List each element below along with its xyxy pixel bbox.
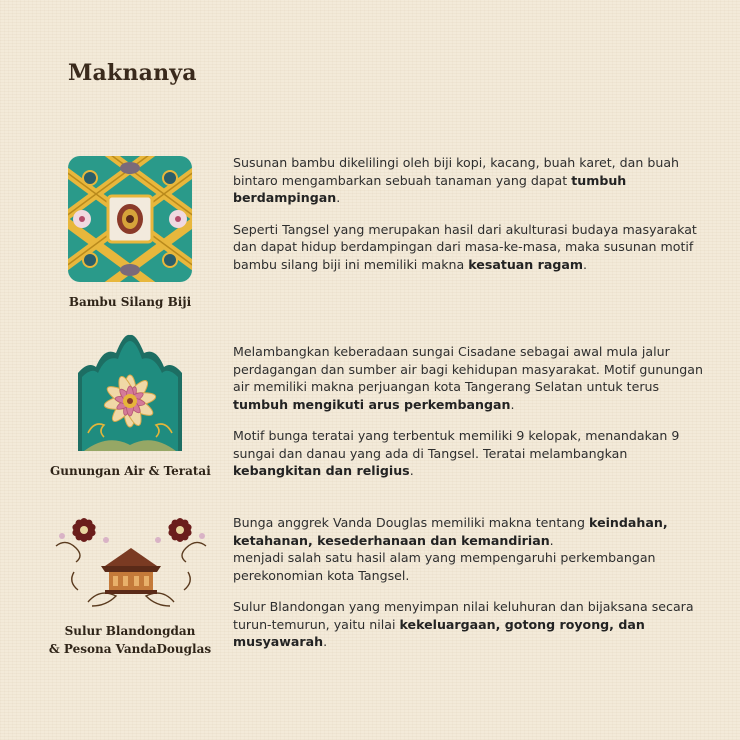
emphasis-text: kesatuan ragam <box>468 256 584 272</box>
sulur-blandongan-vanda-motif <box>48 510 214 612</box>
page-title: Maknanya <box>68 60 197 86</box>
body-text: . <box>583 256 588 272</box>
body-text: . <box>323 634 328 649</box>
motif-caption-line: & Pesona VandaDouglas <box>48 642 212 656</box>
paragraph <box>233 221 703 274</box>
body-text: . <box>549 532 554 548</box>
emphasis-text: keindahan, ketahanan, kesederhanaan dan kemandirian <box>233 515 668 548</box>
body-text: Motif bunga teratai yang terbentuk memiliki 9 kelopak, menandakan 9 sungai dan danau yang ada di Tangsel. Teratai melambangkan <box>233 428 680 461</box>
motif-caption-sulur <box>40 622 220 658</box>
motif-caption-bambu: Bambu Silang Biji <box>68 295 192 309</box>
paragraph <box>233 427 703 480</box>
body-text: . <box>409 463 414 478</box>
paragraph <box>233 154 703 207</box>
paragraph <box>233 598 703 651</box>
section-text-sulur <box>233 514 703 665</box>
emphasis-text: kekeluargaan, gotong royong, dan musyawarah <box>233 616 645 649</box>
body-text: . <box>510 396 515 412</box>
emphasis-text: tumbuh mengikuti arus perkembangan <box>233 396 511 412</box>
body-text: menjadi salah satu hasil alam yang mempengaruhi perkembangan perekonomian kota Tangsel. <box>233 550 656 583</box>
body-text: Sulur Blandongan yang menyimpan nilai keluhuran dan bijaksana secara turun-temurun, yaitu nilai <box>233 599 694 632</box>
section-text-gunungan <box>233 343 703 494</box>
body-text: Melambangkan keberadaan sungai Cisadane sebagai awal mula jalur perdagangan dan sumber air bagi kehidupan masyarakat. Motif gunungan air memiliki makna perjuangan kota Tangerang Selatan untuk terus <box>233 344 703 394</box>
section-text-bambu <box>233 154 703 287</box>
emphasis-text: kebangkitan dan religius <box>233 463 410 478</box>
bambu-silang-biji-motif <box>68 156 192 282</box>
motif-caption-line: Sulur Blandongdan <box>64 624 196 638</box>
emphasis-text: tumbuh berdampingan <box>233 172 627 205</box>
body-text: Bunga anggrek Vanda Douglas memiliki makna tentang <box>233 515 590 530</box>
paragraph <box>233 343 703 413</box>
body-text: Seperti Tangsel yang merupakan hasil dari akulturasi budaya masyarakat dan dapat hidup berdampingan dari masa-ke-masa, maka susunan motif bambu silang biji ini memiliki makna <box>233 221 697 272</box>
paragraph <box>233 514 703 584</box>
motif-caption-gunungan: Gunungan Air & Teratai <box>50 464 211 478</box>
gunungan-air-teratai-motif <box>68 333 192 455</box>
body-text: . <box>336 190 341 205</box>
body-text: Susunan bambu dikelilingi oleh biji kopi, kacang, buah karet, dan buah bintaro mengambarkan sebuah tanaman yang dapat <box>233 155 680 188</box>
